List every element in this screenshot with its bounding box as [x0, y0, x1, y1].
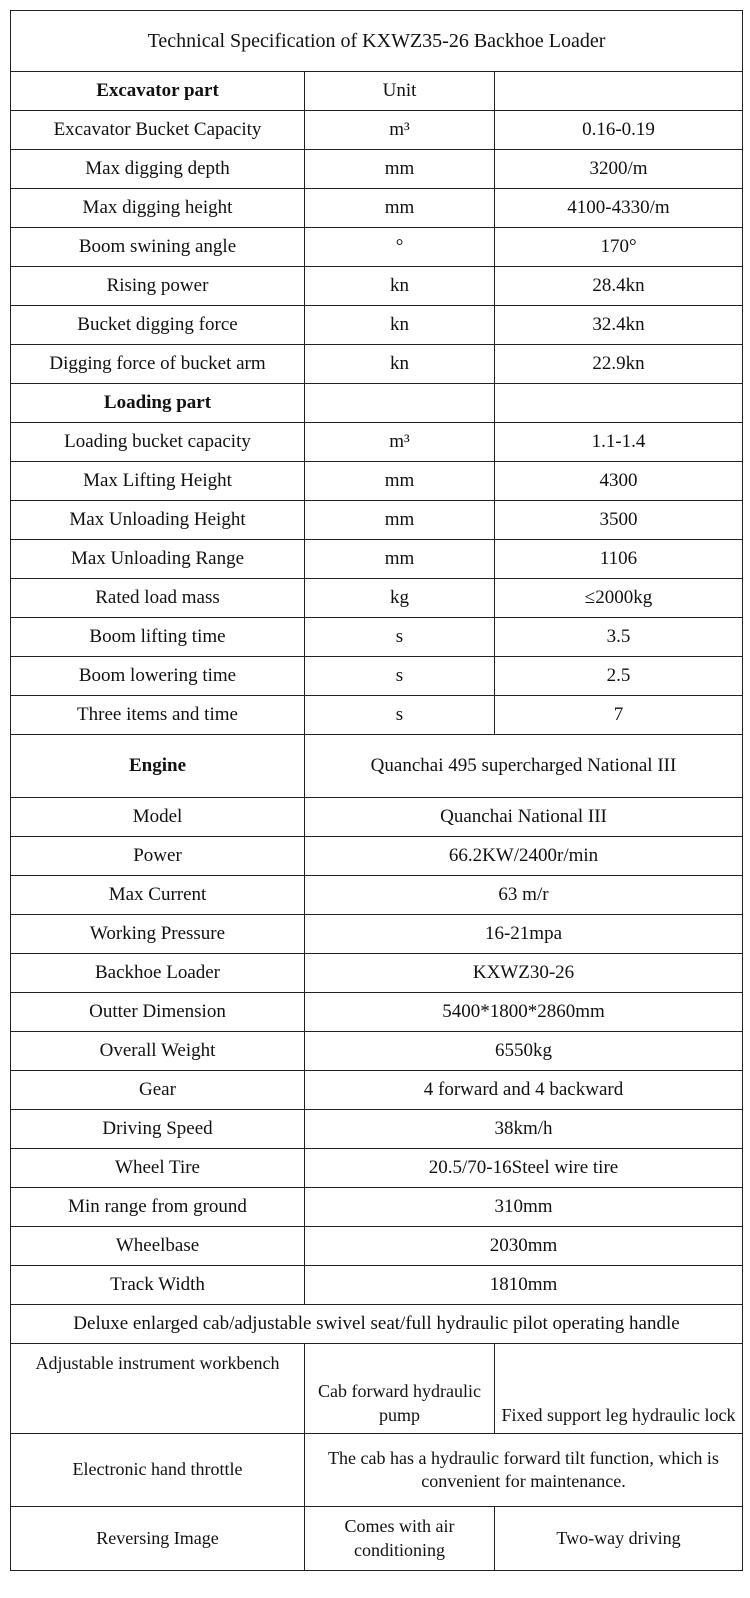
- table-row: [11, 267, 743, 306]
- param-label: Max digging depth: [11, 150, 305, 189]
- param-value: 38km/h: [305, 1110, 743, 1149]
- param-label: Boom lowering time: [11, 657, 305, 696]
- param-value: 0.16-0.19: [495, 111, 743, 150]
- table-row: [11, 111, 743, 150]
- param-value: ≤2000kg: [495, 579, 743, 618]
- excavator-header-row: [11, 72, 743, 111]
- table-row: [11, 306, 743, 345]
- table-row: [11, 696, 743, 735]
- table-row: [11, 657, 743, 696]
- table-row: [11, 954, 743, 993]
- table-row: [11, 462, 743, 501]
- loading-part-heading: Loading part: [11, 384, 305, 423]
- param-value: 66.2KW/2400r/min: [305, 837, 743, 876]
- excavator-part-heading: Excavator part: [11, 72, 305, 111]
- param-value: 170°: [495, 228, 743, 267]
- table-row: [11, 993, 743, 1032]
- param-label: Three items and time: [11, 696, 305, 735]
- param-value: 2.5: [495, 657, 743, 696]
- param-label: Wheel Tire: [11, 1149, 305, 1188]
- param-unit: mm: [305, 540, 495, 579]
- feature-support-leg-lock: Fixed support leg hydraulic lock: [495, 1344, 743, 1434]
- table-row: [11, 876, 743, 915]
- param-value: 1810mm: [305, 1266, 743, 1305]
- feature-cab-tilt: The cab has a hydraulic forward tilt function, which is convenient for maintenance.: [305, 1434, 743, 1507]
- feature-air-conditioning: Comes with air conditioning: [305, 1507, 495, 1571]
- param-value: 5400*1800*2860mm: [305, 993, 743, 1032]
- param-value: 28.4kn: [495, 267, 743, 306]
- table-row: [11, 1188, 743, 1227]
- cab-feature-line: Deluxe enlarged cab/adjustable swivel seat/full hydraulic pilot operating handle: [11, 1305, 743, 1344]
- param-value: 63 m/r: [305, 876, 743, 915]
- param-value: 2030mm: [305, 1227, 743, 1266]
- param-label: Gear: [11, 1071, 305, 1110]
- param-unit: kn: [305, 267, 495, 306]
- param-label: Loading bucket capacity: [11, 423, 305, 462]
- param-label: Max digging height: [11, 189, 305, 228]
- param-value: 7: [495, 696, 743, 735]
- param-label: Excavator Bucket Capacity: [11, 111, 305, 150]
- param-unit: m³: [305, 423, 495, 462]
- param-label: Outter Dimension: [11, 993, 305, 1032]
- param-unit: kn: [305, 306, 495, 345]
- feature-cab-forward-pump: Cab forward hydraulic pump: [305, 1344, 495, 1434]
- param-value: 20.5/70-16Steel wire tire: [305, 1149, 743, 1188]
- feature-reversing-image: Reversing Image: [11, 1507, 305, 1571]
- param-value: 16-21mpa: [305, 915, 743, 954]
- param-unit: kg: [305, 579, 495, 618]
- param-value: 1106: [495, 540, 743, 579]
- param-unit: mm: [305, 501, 495, 540]
- excavator-header-value: [495, 72, 743, 111]
- param-unit: s: [305, 657, 495, 696]
- param-label: Bucket digging force: [11, 306, 305, 345]
- param-label: Max Unloading Range: [11, 540, 305, 579]
- table-row: [11, 540, 743, 579]
- param-label: Max Lifting Height: [11, 462, 305, 501]
- param-label: Digging force of bucket arm: [11, 345, 305, 384]
- param-label: Min range from ground: [11, 1188, 305, 1227]
- feature-hand-throttle: Electronic hand throttle: [11, 1434, 305, 1507]
- param-value: 3200/m: [495, 150, 743, 189]
- param-label: Backhoe Loader: [11, 954, 305, 993]
- param-value: 310mm: [305, 1188, 743, 1227]
- param-label: Max Unloading Height: [11, 501, 305, 540]
- param-label: Rated load mass: [11, 579, 305, 618]
- param-value: 22.9kn: [495, 345, 743, 384]
- loading-header-unit: [305, 384, 495, 423]
- engine-heading: Engine: [11, 735, 305, 798]
- table-row: [11, 618, 743, 657]
- param-label: Power: [11, 837, 305, 876]
- feature-row: [11, 1434, 743, 1507]
- table-row: [11, 1032, 743, 1071]
- param-unit: mm: [305, 189, 495, 228]
- table-row: [11, 228, 743, 267]
- param-value: 6550kg: [305, 1032, 743, 1071]
- param-unit: mm: [305, 150, 495, 189]
- param-unit: m³: [305, 111, 495, 150]
- table-row: [11, 1149, 743, 1188]
- param-unit: s: [305, 618, 495, 657]
- table-row: [11, 345, 743, 384]
- table-row: [11, 579, 743, 618]
- table-title: Technical Specification of KXWZ35-26 Backhoe Loader: [11, 11, 743, 72]
- param-value: 1.1-1.4: [495, 423, 743, 462]
- param-unit: kn: [305, 345, 495, 384]
- feature-two-way-driving: Two-way driving: [495, 1507, 743, 1571]
- table-row: [11, 501, 743, 540]
- param-label: Max Current: [11, 876, 305, 915]
- cab-feature-row: [11, 1305, 743, 1344]
- table-row: [11, 189, 743, 228]
- param-label: Rising power: [11, 267, 305, 306]
- table-row: [11, 798, 743, 837]
- table-row: [11, 837, 743, 876]
- loading-header-value: [495, 384, 743, 423]
- param-value: KXWZ30-26: [305, 954, 743, 993]
- param-unit: s: [305, 696, 495, 735]
- loading-header-row: [11, 384, 743, 423]
- title-row: [11, 11, 743, 72]
- param-value: Quanchai National III: [305, 798, 743, 837]
- param-value: 4300: [495, 462, 743, 501]
- param-unit: mm: [305, 462, 495, 501]
- table-row: [11, 915, 743, 954]
- param-label: Model: [11, 798, 305, 837]
- feature-instrument-workbench: Adjustable instrument workbench: [11, 1344, 305, 1434]
- engine-header-row: [11, 735, 743, 798]
- param-value: 3.5: [495, 618, 743, 657]
- unit-heading: Unit: [305, 72, 495, 111]
- feature-row: [11, 1507, 743, 1571]
- engine-description: Quanchai 495 supercharged National III: [305, 735, 743, 798]
- param-label: Wheelbase: [11, 1227, 305, 1266]
- param-value: 4100-4330/m: [495, 189, 743, 228]
- table-row: [11, 150, 743, 189]
- table-row: [11, 423, 743, 462]
- param-label: Driving Speed: [11, 1110, 305, 1149]
- table-row: [11, 1071, 743, 1110]
- param-value: 4 forward and 4 backward: [305, 1071, 743, 1110]
- feature-row: [11, 1344, 743, 1434]
- table-row: [11, 1110, 743, 1149]
- table-row: [11, 1227, 743, 1266]
- param-label: Boom lifting time: [11, 618, 305, 657]
- param-label: Working Pressure: [11, 915, 305, 954]
- param-label: Track Width: [11, 1266, 305, 1305]
- param-label: Overall Weight: [11, 1032, 305, 1071]
- param-value: 3500: [495, 501, 743, 540]
- table-row: [11, 1266, 743, 1305]
- param-value: 32.4kn: [495, 306, 743, 345]
- spec-table: [10, 10, 743, 1571]
- param-label: Boom swining angle: [11, 228, 305, 267]
- param-unit: °: [305, 228, 495, 267]
